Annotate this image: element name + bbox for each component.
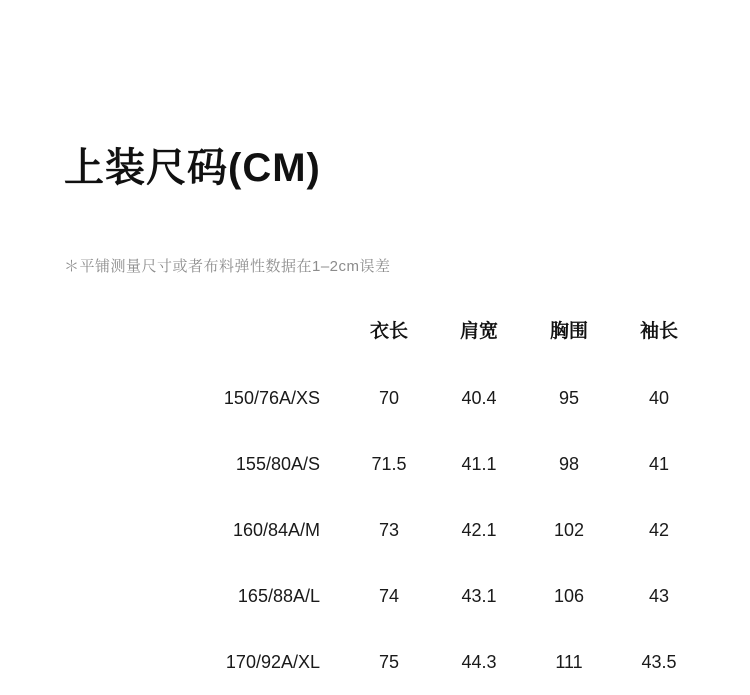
cell-length: 75 [378,651,400,672]
row-label-l: 165/88A/L [237,585,320,606]
cell-bust: 98 [558,453,580,474]
cell-sleeve: 43.5 [641,651,677,672]
table-header-row [64,316,704,365]
cell-shoulder: 40.4 [461,387,497,408]
row-label-m: 160/84A/M [232,519,320,540]
row-label-xl: 170/92A/XL [225,651,320,672]
measurement-note: ＊平铺测量尺寸或者布料弹性数据在1–2cm误差 [64,258,391,275]
page-title: 上装尺码(CM) [64,146,321,190]
row-label-xs: 150/76A/XS [223,387,320,408]
table-row [64,497,704,563]
cell-length: 74 [378,585,400,606]
column-header-size [64,316,344,365]
cell-bust: 111 [555,651,583,672]
table-row [64,563,704,629]
cell-shoulder: 41.1 [461,453,497,474]
table-row [64,431,704,497]
cell-bust: 102 [553,519,585,540]
column-header-bust: 胸围 [549,321,588,342]
cell-shoulder: 43.1 [461,585,497,606]
size-table [64,316,704,695]
column-header-shoulder: 肩宽 [459,321,498,342]
cell-sleeve: 41 [648,453,670,474]
table-body [64,365,704,695]
cell-sleeve: 40 [648,387,670,408]
row-label-s: 155/80A/S [235,453,320,474]
cell-shoulder: 44.3 [461,651,497,672]
cell-length: 71.5 [371,453,407,474]
column-header-sleeve: 袖长 [639,321,678,342]
cell-sleeve: 42 [648,519,670,540]
table-row [64,629,704,695]
cell-bust: 106 [553,585,585,606]
cell-sleeve: 43 [648,585,670,606]
table-header [64,316,704,365]
cell-bust: 95 [558,387,580,408]
cell-length: 70 [378,387,400,408]
cell-shoulder: 42.1 [461,519,497,540]
table-row [64,365,704,431]
column-header-length: 衣长 [369,321,408,342]
cell-length: 73 [378,519,400,540]
